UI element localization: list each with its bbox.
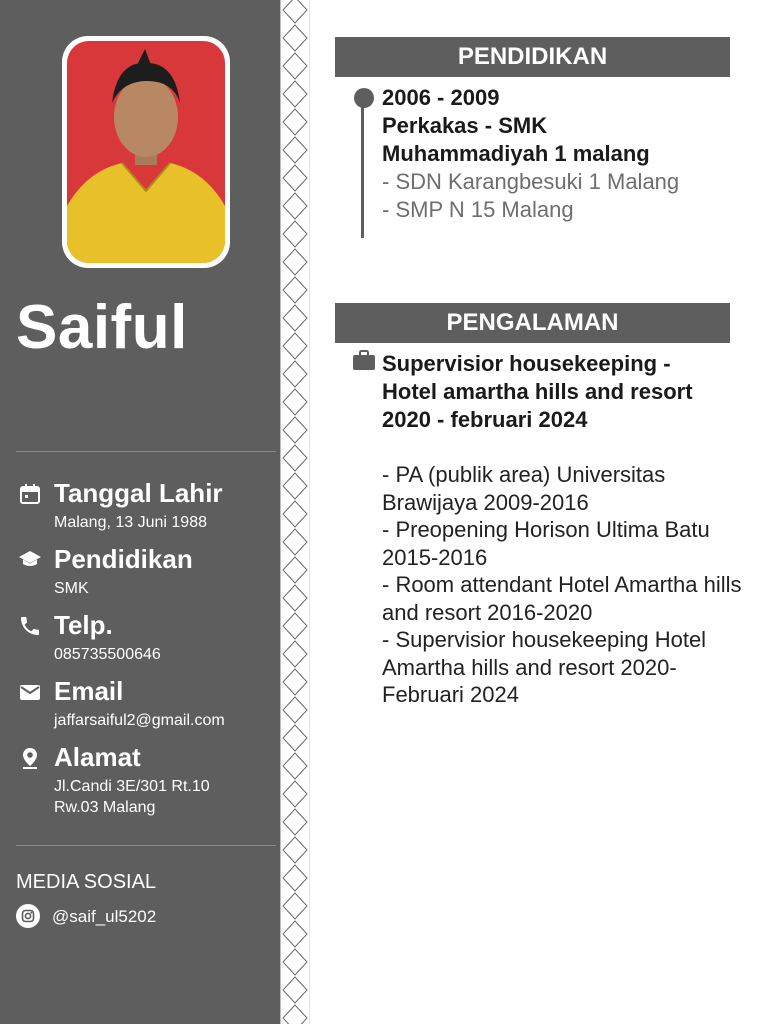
social-media-title: MEDIA SOSIAL bbox=[16, 871, 157, 893]
info-birth bbox=[16, 478, 276, 534]
info-education bbox=[16, 544, 276, 600]
info-value: 085735500646 bbox=[54, 646, 161, 663]
timeline-line bbox=[361, 105, 364, 238]
info-value: SMK bbox=[54, 580, 89, 597]
phone-icon bbox=[18, 614, 42, 638]
education-block bbox=[382, 84, 742, 224]
education-years: 2006 - 2009 bbox=[382, 85, 500, 110]
timeline-dot bbox=[354, 88, 374, 108]
profile-name: Saiful bbox=[16, 293, 188, 362]
sidebar-divider bbox=[16, 845, 276, 846]
education-header: PENDIDIKAN bbox=[335, 37, 730, 77]
info-title: Telp. bbox=[54, 610, 113, 640]
experience-list bbox=[382, 461, 742, 709]
sidebar bbox=[0, 0, 280, 1024]
info-value: Malang, 13 Juni 1988 bbox=[54, 514, 207, 531]
experience-title-line: Supervisior housekeeping - bbox=[382, 351, 671, 376]
info-phone bbox=[16, 610, 276, 666]
profile-photo-frame bbox=[62, 36, 230, 268]
briefcase-icon bbox=[353, 350, 375, 370]
calendar-icon bbox=[18, 482, 42, 506]
info-title: Email bbox=[54, 676, 124, 706]
sidebar-divider bbox=[16, 451, 276, 452]
experience-item: - Preopening Horison Ultima Batu 2015-2016 bbox=[382, 517, 710, 570]
info-title: Tanggal Lahir bbox=[54, 478, 223, 508]
decorative-border bbox=[280, 0, 310, 1024]
experience-item: - PA (publik area) Universitas Brawijaya 2009-2016 bbox=[382, 462, 666, 515]
instagram-handle[interactable]: @saif_ul5202 bbox=[52, 907, 157, 926]
experience-item: - Supervisior housekeeping Hotel Amartha hills and resort 2020-Februari 2024 bbox=[382, 627, 707, 707]
graduation-cap-icon bbox=[18, 548, 42, 572]
location-pin-icon bbox=[18, 746, 42, 770]
info-title: Pendidikan bbox=[54, 544, 193, 574]
education-school: Perkakas - SMK bbox=[382, 113, 548, 138]
experience-title-line: 2020 - februari 2024 bbox=[382, 407, 588, 432]
info-title: Alamat bbox=[54, 742, 141, 772]
info-address bbox=[16, 742, 276, 822]
education-item: - SDN Karangbesuki 1 Malang bbox=[382, 169, 680, 194]
info-value: Jl.Candi 3E/301 Rt.10 Rw.03 Malang bbox=[54, 778, 210, 816]
education-item: - SMP N 15 Malang bbox=[382, 197, 574, 222]
experience-header: PENGALAMAN bbox=[335, 303, 730, 343]
experience-title-line: Hotel amartha hills and resort bbox=[382, 379, 693, 404]
info-email bbox=[16, 676, 276, 732]
experience-title bbox=[382, 350, 742, 434]
info-value: jaffarsaiful2@gmail.com bbox=[54, 712, 225, 729]
instagram-icon[interactable] bbox=[16, 904, 40, 928]
experience-item: - Room attendant Hotel Amartha hills and resort 2016-2020 bbox=[382, 572, 742, 625]
education-school: Muhammadiyah 1 malang bbox=[382, 141, 650, 166]
profile-photo bbox=[67, 41, 225, 263]
email-icon bbox=[18, 680, 42, 704]
